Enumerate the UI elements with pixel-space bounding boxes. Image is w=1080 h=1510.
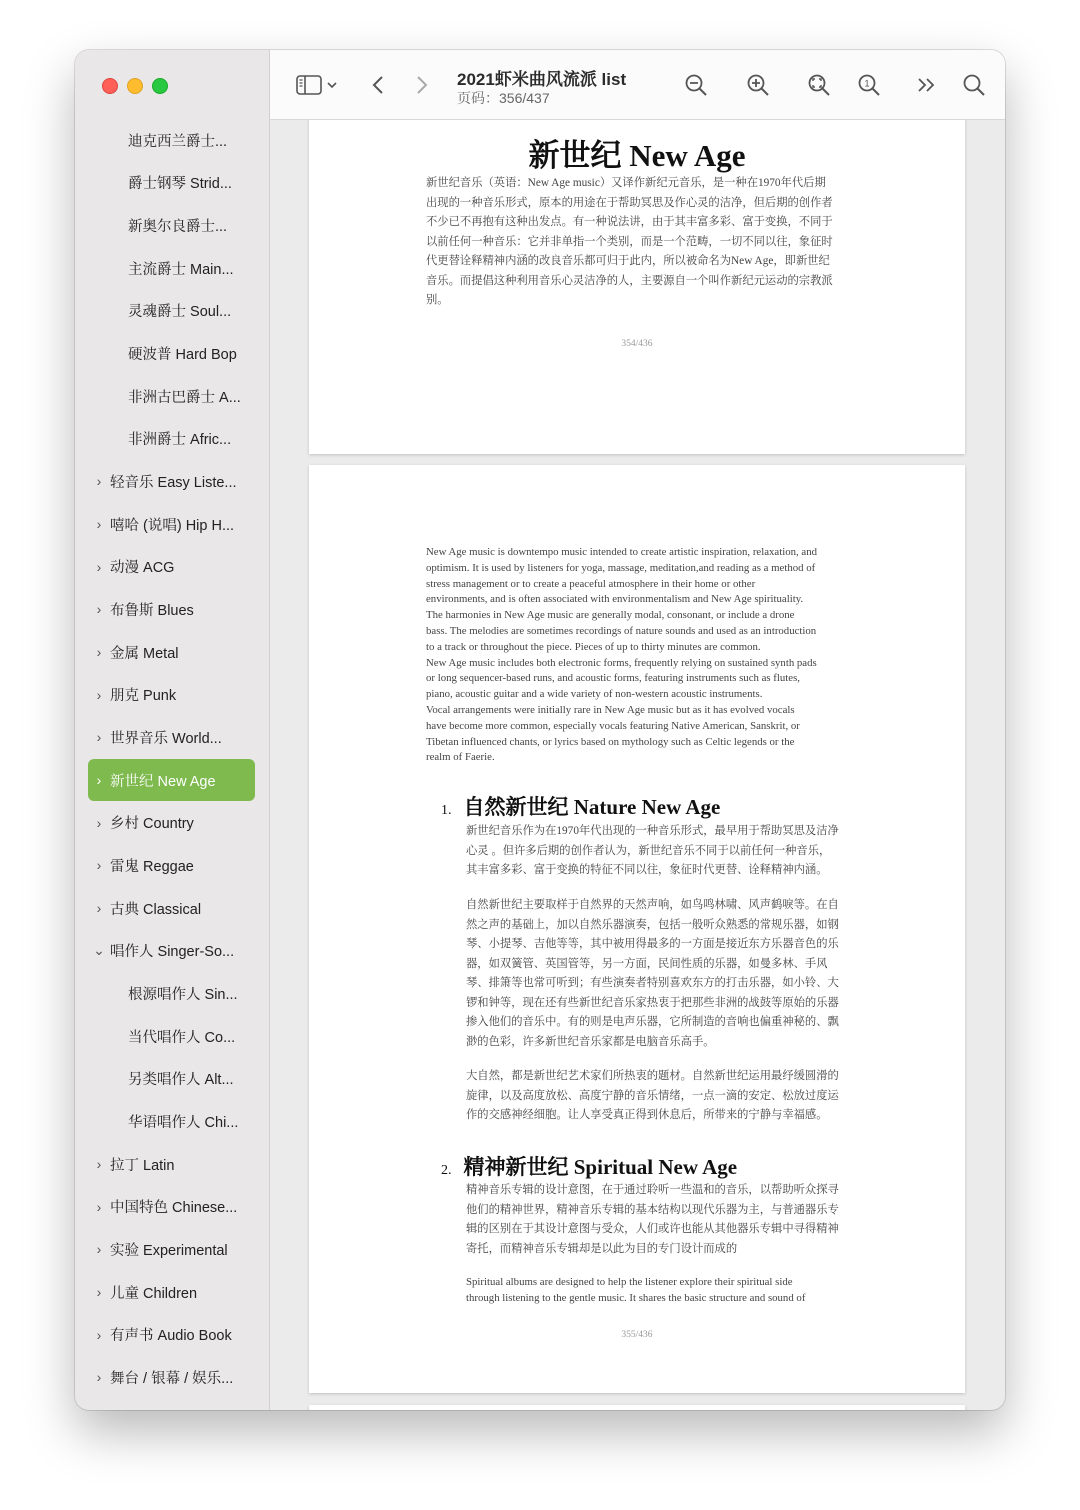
sidebar-outline-item[interactable]: [88, 1356, 255, 1398]
sidebar-item-label: 雷鬼 Reggae: [110, 858, 194, 875]
sidebar-item-label: 乡村 Country: [110, 816, 194, 833]
section-number: 2.: [441, 1163, 452, 1178]
sidebar-item-label: 轻音乐 Easy Liste...: [110, 474, 237, 491]
document-view[interactable]: [270, 120, 1005, 1410]
section-paragraph: [466, 822, 871, 881]
text-line: Tibetan influenced chants, or lyrics based on mythology such as Celtic legends or the: [426, 735, 795, 748]
text-line: 掺入他们的音乐中。有的则是电声乐器，它所制造的音响也偏重神秘的、飘: [466, 1016, 839, 1028]
chevron-down-icon[interactable]: ⌄: [93, 942, 105, 959]
pdf-page: [309, 1405, 965, 1410]
text-line: 旋律，以及高度放松、高度宁静的音乐情绪，一点一滴的安定、松放过度运: [466, 1089, 839, 1102]
window-controls: [102, 78, 168, 94]
page-heading: 新世纪 New Age: [528, 138, 746, 173]
sidebar-outline-item[interactable]: [88, 759, 255, 801]
chevron-right-icon[interactable]: ›: [96, 1326, 102, 1343]
zoom-in-icon[interactable]: [745, 72, 771, 98]
chevron-right-icon[interactable]: ›: [96, 1241, 102, 1258]
sidebar-outline-item[interactable]: [88, 162, 255, 204]
page-paragraph: [426, 174, 871, 311]
sidebar-item-label: 非洲爵士 Afric...: [128, 432, 232, 449]
sidebar-outline-item[interactable]: [88, 1186, 255, 1228]
sidebar-outline-item[interactable]: [88, 972, 255, 1014]
sidebar: [75, 50, 270, 1410]
chevron-right-icon[interactable]: ›: [96, 1156, 102, 1173]
text-line: 辑的区别在于其设计意图与受众，人们或许也能从其他器乐专辑中寻得精神: [466, 1223, 839, 1235]
text-line: piano, acoustic guitar and a wide variety of non-western acoustic instruments.: [426, 688, 763, 701]
text-line: 新世纪音乐作为在1970年代出现的一种音乐形式，最早用于帮助冥思及洁净: [466, 825, 839, 837]
pdf-page: [309, 120, 965, 454]
text-line: 心灵 。但许多后期的创作者认为，新世纪音乐不同于以前任何一种音乐，: [466, 844, 831, 857]
text-line: The harmonies in New Age music are generally modal, consonant, or include a drone: [426, 609, 795, 622]
page-number: 355/436: [621, 1330, 653, 1340]
text-line: 他们的精神世界，精神音乐专辑的基本结构以现代乐器为主，与普通器乐专: [466, 1203, 839, 1216]
close-button[interactable]: [102, 78, 118, 94]
sidebar-item-label: 唱作人 Singer-So...: [110, 944, 235, 961]
section-heading: [441, 1151, 737, 1181]
text-line: to a track or throughout the piece. Pieces of up to thirty minutes are common.: [426, 640, 761, 653]
text-line: 琴、排箫等也常可听到；有些演奏者特别喜欢东方的打击乐器，如小铃、大: [466, 977, 839, 989]
section-title: 自然新世纪 Nature New Age: [463, 795, 721, 819]
sidebar-outline-item[interactable]: [88, 460, 255, 502]
sidebar-outline-item[interactable]: [88, 1271, 255, 1313]
text-line: realm of Faerie.: [426, 751, 495, 764]
zoom-button[interactable]: [152, 78, 168, 94]
sidebar-outline-item[interactable]: [88, 1228, 255, 1270]
text-line: 作的交感神经细胞。让人享受真正得到休息后，所带来的宁静与幸福感。: [466, 1109, 828, 1121]
chevron-right-icon[interactable]: ›: [96, 1284, 102, 1301]
text-line: 渺的色彩，许多新世纪音乐家都是电脑音乐高手。: [466, 1035, 715, 1048]
section-title: 精神新世纪 Spiritual New Age: [463, 1155, 738, 1179]
sidebar-item-label: 非洲古巴爵士 A...: [128, 389, 241, 406]
document-title: 2021虾米曲风流派 list: [457, 70, 627, 89]
sidebar-item-label: 布鲁斯 Blues: [110, 602, 194, 619]
sidebar-item-label: 根源唱作人 Sin...: [128, 986, 238, 1003]
text-line: 琴、小提琴、吉他等等，其中被用得最多的一方面是接近东方乐器音色的乐: [466, 938, 839, 950]
text-line: 锣和钟等，现在还有些新世纪音乐家热衷于把那些非洲的战鼓等原始的乐器: [466, 996, 839, 1009]
page-indicator: 页码：356/437: [457, 90, 550, 106]
search-icon[interactable]: [961, 72, 987, 98]
sidebar-outline-item[interactable]: [88, 716, 255, 758]
chevron-right-icon[interactable]: ›: [96, 1198, 102, 1215]
text-line: 出现的一种音乐形式，原本的用途在于帮助冥思及作心灵的洁净，但后期的创作者: [426, 196, 833, 209]
svg-text:1: 1: [864, 78, 870, 89]
chevron-right-icon[interactable]: ›: [96, 857, 102, 874]
chevron-right-icon[interactable]: ›: [96, 1369, 102, 1386]
sidebar-item-label: 实验 Experimental: [110, 1242, 228, 1259]
sidebar-item-label: 主流爵士 Main...: [128, 261, 234, 278]
text-line: through listening to the gentle music. It shares the basic structure and sound of: [466, 1291, 806, 1304]
text-line: 精神音乐专辑的设计意图，在于通过聆听一些温和的音乐，以帮助听众探寻: [466, 1184, 839, 1196]
section-paragraph: [466, 1067, 871, 1126]
sidebar-outline-item[interactable]: [88, 546, 255, 588]
sidebar-outline-item[interactable]: [88, 332, 255, 374]
chevron-right-icon[interactable]: ›: [96, 601, 102, 618]
forward-icon[interactable]: [412, 72, 432, 98]
sidebar-outline-item[interactable]: [88, 1058, 255, 1100]
more-icon[interactable]: [915, 72, 937, 98]
chevron-right-icon[interactable]: ›: [96, 814, 102, 831]
sidebar-item-label: 世界音乐 World...: [110, 730, 222, 747]
sidebar-outline-item[interactable]: [88, 930, 255, 972]
text-line: 以前任何一种音乐：它并非单指一个类别，而是一个范畴，一切不同以往，象征时: [426, 235, 833, 248]
sidebar-item-label: 当代唱作人 Co...: [128, 1029, 236, 1046]
chevron-right-icon[interactable]: ›: [96, 644, 102, 661]
chevron-right-icon[interactable]: ›: [96, 686, 102, 703]
sidebar-item-label: 华语唱作人 Chi...: [128, 1114, 239, 1131]
text-line: 然之声的基础上，加以自然乐器演奏，包括一般听众熟悉的常规乐器，如钢: [466, 918, 839, 931]
sidebar-outline-item[interactable]: [88, 1015, 255, 1057]
sidebar-outline-item[interactable]: [88, 247, 255, 289]
sidebar-toggle-icon[interactable]: [295, 72, 323, 98]
text-line: 新世纪音乐（英语：New Age music）又译作新纪元音乐，是一种在1970年代后期: [426, 177, 826, 189]
section-paragraph: [466, 1181, 871, 1259]
sidebar-item-label: 另类唱作人 Alt...: [128, 1072, 234, 1089]
sidebar-outline-item[interactable]: [88, 204, 255, 246]
sidebar-outline-item[interactable]: [88, 119, 255, 161]
sidebar-outline-item[interactable]: [88, 1100, 255, 1142]
sidebar-outline-item[interactable]: [88, 631, 255, 673]
text-line: optimism. It is used by listeners for yoga, massage, meditation,and reading as a method of: [426, 561, 816, 574]
minimize-button[interactable]: [127, 78, 143, 94]
chevron-right-icon[interactable]: ›: [96, 516, 102, 533]
sidebar-item-label: 爵士钢琴 Strid...: [128, 176, 232, 193]
chevron-right-icon[interactable]: ›: [96, 900, 102, 917]
sidebar-item-label: 朋克 Punk: [110, 688, 177, 705]
text-line: 代更替诠释精神内涵的改良音乐都可归于此内，所以被命名为New Age，即新世纪: [426, 255, 830, 267]
text-line: 音乐。而提倡这种利用音乐心灵洁净的人，主要源自一个叫作新纪元运动的宗教派: [426, 274, 833, 287]
sidebar-item-label: 动漫 ACG: [110, 560, 175, 577]
pdf-viewer-window: [75, 50, 1005, 1410]
section-heading: [441, 791, 720, 821]
sidebar-item-label: 新奥尔良爵士...: [128, 218, 228, 235]
text-line: 不少已不再抱有这种出发点。有一种说法讲，由于其丰富多彩、富于变换，不同于: [426, 216, 833, 228]
page-1-icon[interactable]: [856, 72, 882, 98]
sidebar-outline-item[interactable]: [88, 418, 255, 460]
text-line: Spiritual albums are designed to help the listener explore their spiritual side: [466, 1276, 793, 1288]
text-line: have become more common, especially vocals featuring Native American, Sanskrit, or: [426, 719, 800, 732]
text-line: 自然新世纪主要取样于自然界的天然声响，如鸟鸣林啸、风声鹤唳等。在自: [466, 899, 839, 911]
page-number: 354/436: [621, 339, 653, 349]
sidebar-outline-item[interactable]: [88, 887, 255, 929]
section-number: 1.: [441, 803, 452, 818]
sidebar-outline-item[interactable]: [88, 844, 255, 886]
sidebar-item-label: 金属 Metal: [110, 645, 179, 662]
chevron-right-icon[interactable]: ›: [96, 473, 102, 490]
sidebar-item-label: 有声书 Audio Book: [110, 1328, 232, 1345]
text-line: New Age music includes both electronic forms, frequently relying on sustained synth pads: [426, 656, 817, 669]
toolbar: [270, 50, 1005, 120]
sidebar-item-label: 灵魂爵士 Soul...: [128, 304, 232, 321]
chevron-right-icon[interactable]: ›: [96, 772, 102, 789]
text-line: or long sequencer-based runs, and acoustic forms, featuring instruments such as flutes,: [426, 672, 800, 685]
sidebar-outline-item[interactable]: [88, 290, 255, 332]
actual-size-icon[interactable]: [806, 72, 832, 98]
chevron-right-icon[interactable]: ›: [96, 729, 102, 746]
chevron-down-icon[interactable]: [325, 72, 339, 98]
text-line: 器，如双簧管、英国管等，另一方面，民间性质的乐器，如曼多林、手风: [466, 957, 828, 970]
sidebar-item-label: 迪克西兰爵士...: [128, 133, 228, 150]
sidebar-outline-item[interactable]: [88, 588, 255, 630]
pdf-page: [309, 465, 965, 1393]
text-line: 大自然，都是新世纪艺术家们所热衷的题材。自然新世纪运用最纾缓圆滑的: [466, 1070, 839, 1082]
sidebar-outline-item[interactable]: [88, 503, 255, 545]
zoom-out-icon[interactable]: [683, 72, 709, 98]
sidebar-item-label: 舞台 / 银幕 / 娱乐...: [110, 1370, 234, 1387]
sidebar-item-label: 拉丁 Latin: [110, 1157, 175, 1174]
text-line: 寄托，而精神音乐专辑却是以此为目的专门设计而成的: [466, 1242, 738, 1255]
text-line: Vocal arrangements were initially rare in New Age music but as it has evolved vocals: [426, 703, 795, 716]
text-line: 其丰富多彩、富于变换的特征不同以往，象征时代更替、诠释精神内涵。: [466, 864, 828, 876]
text-line: bass. The melodies are sometimes recordings of nature sounds and used as an introduction: [426, 624, 817, 637]
chevron-right-icon[interactable]: ›: [96, 558, 102, 575]
sidebar-item-label: 中国特色 Chinese...: [110, 1200, 238, 1217]
sidebar-outline-item[interactable]: [88, 1143, 255, 1185]
sidebar-item-label: 古典 Classical: [110, 901, 202, 918]
section-paragraph: [466, 1275, 871, 1307]
sidebar-outline-item[interactable]: [88, 375, 255, 417]
sidebar-outline-item[interactable]: [88, 802, 255, 844]
text-line: environments, and is often associated with environmentalism and New Age spirituality.: [426, 593, 804, 606]
back-icon[interactable]: [368, 72, 388, 98]
section-paragraph: [466, 896, 871, 1052]
sidebar-item-label: 新世纪 New Age: [110, 773, 216, 790]
text-line: 别。: [426, 294, 449, 306]
text-line: stress management or to create a peaceful atmosphere in their home or other: [426, 577, 756, 590]
sidebar-outline-item[interactable]: [88, 1314, 255, 1356]
sidebar-item-label: 儿童 Children: [110, 1285, 198, 1302]
text-line: New Age music is downtempo music intended to create artistic inspiration, relaxation, and: [426, 546, 817, 558]
english-intro-paragraph: [426, 545, 876, 766]
sidebar-outline-item[interactable]: [88, 674, 255, 716]
sidebar-item-label: 嘻哈 (说唱) Hip H...: [110, 517, 235, 534]
sidebar-item-label: 硬波普 Hard Bop: [128, 346, 237, 363]
